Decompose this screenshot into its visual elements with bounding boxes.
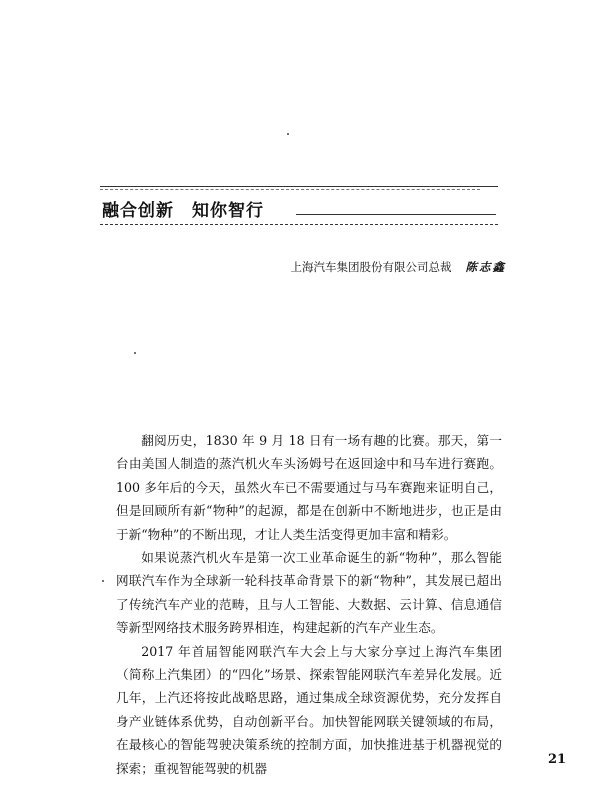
scan-speck <box>287 133 289 135</box>
page-number: 21 <box>548 752 567 767</box>
paragraph: 如果说蒸汽机火车是第一次工业革命诞生的新“物种”，那么智能网联汽车作为全球新一轮科技革命背景下的新“物种”，其发展已超出了传统汽车产业的范畴，且与人工智能、大数据、云计算、信息通信等新型网络技术服务跨界相连，构建起新的汽车产业生态。 <box>116 550 502 636</box>
header-rule-dashed <box>100 189 480 190</box>
header-rule <box>100 186 498 187</box>
paragraph: 翻阅历史，1830 年 9 月 18 日有一场有趣的比赛。那天，第一台由美国人制造的蒸汽机火车头汤姆号在返回途中和马车进行赛跑。100 多年后的今天，虽然火车已不需要通过与马车赛跑来证明自己，但是回顾所有新“物种”的起源，都是在创新中不断地进步，也正是由于新“物种”的不断出现，才让人类生活变得更加丰富和精彩。 <box>116 433 502 542</box>
paragraph: 2017 年首届智能网联汽车大会上与大家分享过上海汽车集团（简称上汽集团）的“四化”场景、探索智能网联汽车差异化发展。近几年，上汽还将按此战略思路，通过集成全球资源优势，充分发挥自身产业链体系优势，自动创新平台。加快智能网联关键领域的布局，在最核心的智能驾驶决策系统的控制方面，加快推进基于机器视觉的探索；重视智能驾驶的机器 <box>116 643 502 776</box>
author-name: 陈志鑫 <box>465 260 506 274</box>
title-bottom-rule <box>100 224 498 225</box>
scan-speck <box>102 580 104 582</box>
title-underline <box>296 214 496 215</box>
author-affiliation: 上海汽车集团股份有限公司总裁 <box>290 260 452 274</box>
article-title: 融合创新 知你智行 <box>102 196 272 221</box>
byline <box>291 259 507 275</box>
article-body <box>116 429 502 780</box>
scan-speck <box>134 352 136 354</box>
